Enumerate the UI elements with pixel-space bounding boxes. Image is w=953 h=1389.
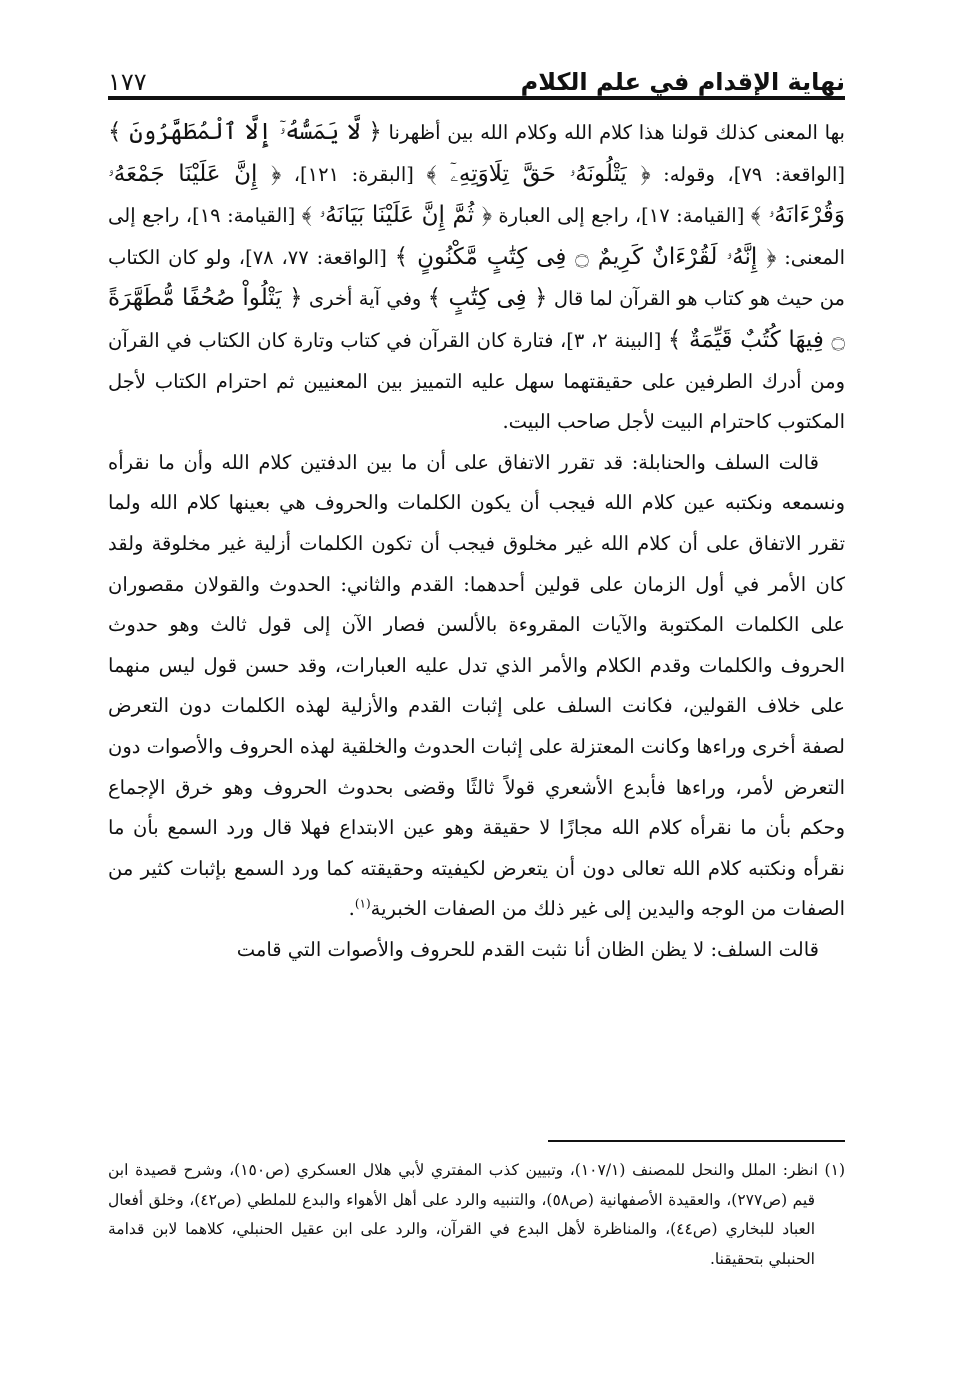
book-title: نهاية الإقدام في علم الكلام <box>520 68 845 96</box>
text-run: [القيامة: ١٧]، راجع إلى العبارة <box>491 204 751 228</box>
page-number: ١٧٧ <box>108 68 147 96</box>
text-run: [الواقعة: ٧٩]، وقوله: <box>650 162 845 186</box>
paragraph-3 <box>108 930 845 971</box>
text-run: [الواقعة: ٧٧، ٧٨]، ولو كان الكتاب من حيث هو كتاب هو القرآن لما قال <box>108 245 845 311</box>
text-run: [البينة ٢، ٣]، فتارة كان القرآن في كتاب وتارة كان الكتاب في القرآن ومن أدرك الطرفين على حقيقتهما سهل عليه التمييز بين المعنيين ثم احترام الكتاب لأجل المكتوب كاحترام البيت لأجل صاحب البيت. <box>108 328 845 434</box>
text-run: بها المعنى كذلك قولنا هذا كلام الله وكلام الله بين أظهرنا <box>381 121 845 144</box>
footnote-text: انظر: الملل والنحل للمصنف (١٠٧/١)، وتبيين كذب المفتري لأبي هلال العسكري (ص١٥٠)، وشرح قصيدة ابن قيم (ص٢٧٧)، والعقيدة الأصفهانية (ص٥٨)، والتنبيه والرد على أهل الأهواء والبدع للملطي (ص٤٢)، وخلق أفعال العباد للبخاري (ص٤٤)، والمناظرة لأهل البدع في القرآن، والرد على ابن عقيل الحنبلي، كلاهما لابن قدامة الحنبلي بتحقيقنا. <box>108 1161 825 1268</box>
running-header <box>108 52 845 96</box>
text-run: قالت السلف والحنابلة: قد تقرر الاتفاق على أن ما بين الدفتين كلام الله وأن ما نقرأه ونسمعه ونكتبه عين كلام الله فيجب أن يكون الكلمات والحروف هي بعينها كلام الله ولما تقرر الاتفاق على أن كلام الله غير مخلوق فيجب أن تكون الكلمات أزلية غير مخلوقة ولقد كان الأمر في أول الزمان على قولين أحدهما: القدم والثاني: الحدوث والقولان مقصوران على الكلمات المكتوبة والآيات المقروءة بالألسن فصار الآن إلى قول ثالث وهو حدوث الحروف والكلمات وقدم الكلام والأمر الذي تدل عليه العبارات، وقد حسن قول ليس منهما على خلاف القولين، فكانت السلف على إثبات القدم والأزلية لهذه الكلمات دون التعرض لصفة أخرى وراءها وكانت المعتزلة على إثبات الحدوث والخلقية لهذه الحروف والأصوات دون التعرض لأمر، وراءها فأبدع الأشعري قولاً ثالثًا وقضى بحدوث الحروف وهو خرق الإجماع وحكم بأن ما نقرأه كلام الله مجازًا لا حقيقة وهو عين الابتداع فهلا قال ورد السمع بأن ما نقرأه ونكتبه كلام الله تعالى دون أن يتعرض لكيفيته وحقيقته كما ورد السمع بإثبات كثير من الصفات من الوجه واليدين إلى غير ذلك من الصفات الخبرية <box>108 450 845 921</box>
quran-verse: ﴿ ثُمَّ إِنَّ عَلَيْنَا بَيَانَهُۥ ﴾ <box>301 202 492 229</box>
quran-verse: ﴿ إِنَّهُۥ لَقُرْءَانٌ كَرِيمٌ ۝ فِى كِتَٰبٍ مَّكْنُونٍ ﴾ <box>394 243 777 270</box>
paragraph-2 <box>108 443 845 930</box>
text-run: [البقرة: ١٢١]، <box>281 162 427 186</box>
footnote-reference[interactable]: (١) <box>354 896 371 911</box>
footnotes <box>108 1156 845 1274</box>
quran-verse: ﴿ إِنَّ عَلَيْنَا جَمْعَهُۥ وَقُرْءَانَهُۥ ﴾ <box>108 160 845 229</box>
main-text <box>108 112 845 970</box>
quran-verse: ﴿ يَتْلُواْ صُحُفًا مُّطَهَّرَةً ۝ فِيهَا كُتُبٌ قَيِّمَةٌ ﴾ <box>108 285 845 353</box>
paragraph-1 <box>108 112 845 443</box>
text-run: وفي آية أخرى <box>302 287 428 311</box>
quran-verse: ﴿ فِى كِتَٰبٍ ﴾ <box>427 285 548 312</box>
footnote-marker: (١) <box>824 1161 845 1179</box>
footnote-separator <box>548 1140 845 1142</box>
quran-verse: ﴿ يَتْلُونَهُۥ حَقَّ تِلَاوَتِهِۦٓ ﴾ <box>426 160 651 187</box>
header-rule <box>108 96 845 100</box>
text-run: . <box>348 897 355 921</box>
text-run: [القيامة: ١٩]، راجع إلى المعنى: <box>108 204 845 269</box>
quran-verse: ﴿ لَّا يَمَسُّهُۥٓ إِلَّا ٱلْمُطَهَّرُونَ ﴾ <box>108 119 382 145</box>
footnote-1 <box>108 1156 845 1274</box>
text-run: قالت السلف: لا يظن الظان أنا نثبت القدم للحروف والأصوات التي قامت <box>236 937 819 961</box>
